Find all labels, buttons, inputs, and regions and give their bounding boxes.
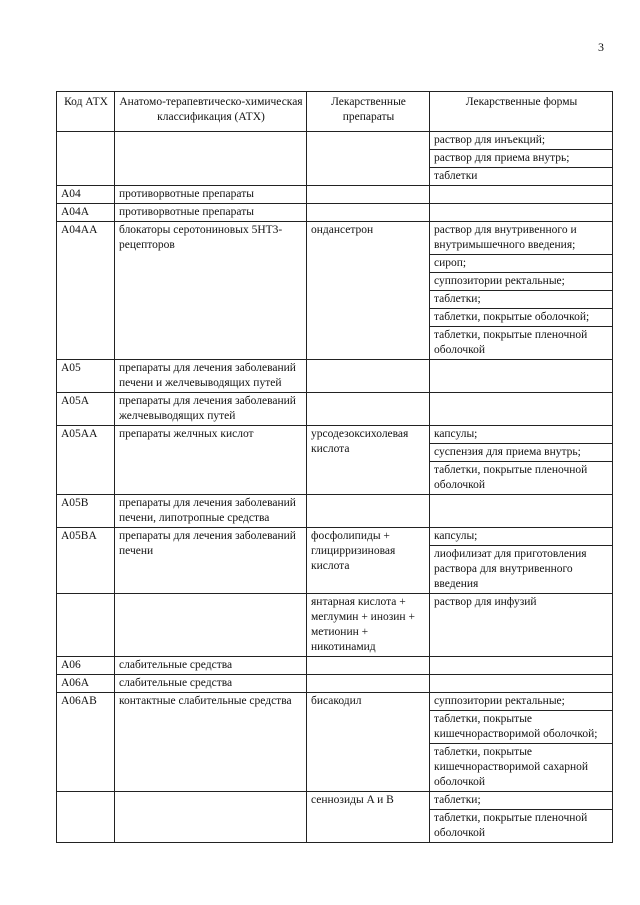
atc-class-cell: противорвотные препараты — [115, 204, 307, 222]
table-body — [57, 132, 613, 843]
header-drugs: Лекарственные препараты — [307, 92, 430, 132]
atc-code-cell: A06 — [57, 657, 115, 675]
dosage-form-item: раствор для внутривенного и внутримышечного введения; — [430, 222, 612, 255]
dosage-form-item: таблетки, покрытые кишечнорастворимой сахарной оболочкой — [434, 746, 589, 788]
dosage-forms-cell — [430, 186, 613, 204]
dosage-forms-cell — [430, 657, 613, 675]
dosage-form-item: таблетки, покрытые оболочкой; — [430, 309, 612, 327]
atc-code-cell: A04 — [57, 186, 115, 204]
drug-name-cell — [307, 186, 430, 204]
drug-name-cell: сеннозиды A и B — [307, 792, 430, 843]
dosage-form-item: таблетки — [434, 170, 478, 182]
atc-code-cell: A04A — [57, 204, 115, 222]
atc-class-cell: препараты желчных кислот — [115, 426, 307, 495]
table-row — [57, 222, 613, 360]
dosage-forms-cell — [430, 222, 613, 360]
page-number: 3 — [598, 40, 604, 54]
header-atc-classification: Анатомо-терапевтическо-химическая классификация (АТХ) — [115, 92, 307, 132]
dosage-forms-cell — [430, 393, 613, 426]
atc-class-cell: блокаторы серотониновых 5НТ3-рецепторов — [115, 222, 307, 360]
table-row — [57, 204, 613, 222]
dosage-forms-cell — [430, 693, 613, 792]
dosage-form-item — [430, 393, 612, 410]
dosage-form-item: таблетки, покрытые пленочной оболочкой — [434, 329, 588, 356]
atc-class-cell — [115, 132, 307, 186]
dosage-form-item: раствор для инфузий — [434, 596, 537, 608]
dosage-form-item: лиофилизат для приготовления раствора для внутривенного введения — [434, 548, 587, 590]
dosage-form-item: таблетки, покрытые пленочной оболочкой — [434, 464, 588, 491]
dosage-form-item: суспензия для приема внутрь; — [430, 444, 612, 462]
atc-code-cell: A05BA — [57, 528, 115, 594]
dosage-form-item — [430, 204, 612, 221]
drug-name-cell — [307, 360, 430, 393]
drug-name-cell: янтарная кислота + меглумин + инозин + метионин + никотинамид — [307, 594, 430, 657]
dosage-forms-cell — [430, 495, 613, 528]
drug-name-cell — [307, 675, 430, 693]
dosage-forms-cell — [430, 528, 613, 594]
table-row — [57, 186, 613, 204]
atc-code-cell — [57, 132, 115, 186]
atc-class-cell: препараты для лечения заболеваний печени, липотропные средства — [115, 495, 307, 528]
atc-class-cell: препараты для лечения заболеваний печени и желчевыводящих путей — [115, 360, 307, 393]
dosage-forms-cell — [430, 792, 613, 843]
atc-code-cell — [57, 594, 115, 657]
dosage-form-item: таблетки, покрытые кишечнорастворимой оболочкой; — [430, 711, 612, 744]
drug-name-cell — [307, 657, 430, 675]
atc-class-cell: слабительные средства — [115, 657, 307, 675]
table-header-row — [57, 92, 613, 132]
drug-name-cell — [307, 132, 430, 186]
dosage-form-item — [430, 186, 612, 203]
dosage-form-item: сироп; — [430, 255, 612, 273]
drug-name-cell: урсодезоксихолевая кислота — [307, 426, 430, 495]
dosage-forms-cell — [430, 204, 613, 222]
dosage-form-item: суппозитории ректальные; — [430, 693, 612, 711]
atc-class-cell: препараты для лечения заболеваний желчевыводящих путей — [115, 393, 307, 426]
drug-name-cell: фосфолипиды + глицирризиновая кислота — [307, 528, 430, 594]
dosage-form-item: капсулы; — [430, 426, 612, 444]
dosage-forms-cell — [430, 426, 613, 495]
drug-name-cell — [307, 204, 430, 222]
header-dosage-forms: Лекарственные формы — [430, 92, 613, 132]
atc-class-cell: препараты для лечения заболеваний печени — [115, 528, 307, 594]
dosage-form-item: раствор для инъекций; — [430, 132, 612, 150]
dosage-form-item: раствор для приема внутрь; — [430, 150, 612, 168]
drug-name-cell: бисакодил — [307, 693, 430, 792]
atc-code-cell: A06AB — [57, 693, 115, 792]
atc-code-cell: A05B — [57, 495, 115, 528]
atc-code-cell: A05AA — [57, 426, 115, 495]
dosage-form-item — [430, 495, 612, 512]
table-row — [57, 132, 613, 186]
atc-class-cell — [115, 594, 307, 657]
table-row — [57, 594, 613, 657]
table-row — [57, 693, 613, 792]
table-row — [57, 792, 613, 843]
atc-class-cell: контактные слабительные средства — [115, 693, 307, 792]
atc-class-cell: слабительные средства — [115, 675, 307, 693]
table-row — [57, 675, 613, 693]
dosage-forms-cell — [430, 132, 613, 186]
atc-code-cell: A05A — [57, 393, 115, 426]
header-atc-code: Код АТХ — [57, 92, 115, 132]
atc-drug-table — [56, 91, 613, 843]
table-row — [57, 495, 613, 528]
atc-code-cell: A06A — [57, 675, 115, 693]
table-row — [57, 528, 613, 594]
dosage-form-item — [430, 675, 612, 692]
table-row — [57, 360, 613, 393]
dosage-form-item: таблетки; — [430, 792, 612, 810]
dosage-form-item: суппозитории ректальные; — [430, 273, 612, 291]
dosage-forms-cell — [430, 360, 613, 393]
dosage-form-item — [430, 657, 612, 674]
dosage-form-item: таблетки; — [430, 291, 612, 309]
atc-code-cell: A05 — [57, 360, 115, 393]
dosage-forms-cell — [430, 675, 613, 693]
dosage-form-item: капсулы; — [430, 528, 612, 546]
table-row — [57, 426, 613, 495]
atc-class-cell: противорвотные препараты — [115, 186, 307, 204]
dosage-forms-cell — [430, 594, 613, 657]
drug-name-cell — [307, 393, 430, 426]
dosage-form-item — [430, 360, 612, 377]
atc-code-cell: A04AA — [57, 222, 115, 360]
atc-code-cell — [57, 792, 115, 843]
drug-name-cell — [307, 495, 430, 528]
drug-name-cell: ондансетрон — [307, 222, 430, 360]
table-row — [57, 657, 613, 675]
table-row — [57, 393, 613, 426]
dosage-form-item: таблетки, покрытые пленочной оболочкой — [434, 812, 588, 839]
atc-class-cell — [115, 792, 307, 843]
